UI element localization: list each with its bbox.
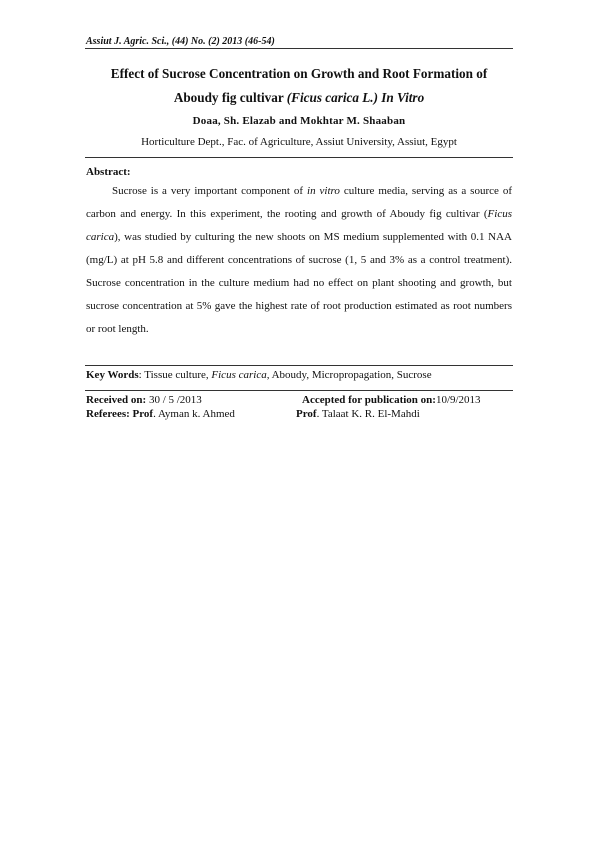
accepted-label: Accepted for publication on:	[302, 394, 436, 406]
paper-title-line-2	[85, 86, 513, 110]
keywords-label: Key Words	[86, 369, 139, 381]
keywords-line	[86, 369, 512, 381]
referee-1-prefix: Prof	[129, 408, 154, 420]
paper-title-line-1: Effect of Sucrose Concentration on Growth and Root Formation of	[110, 66, 488, 81]
referees-label: Referees:	[86, 408, 130, 420]
referee-2-name: . Talaat K. R. El-Mahdi	[316, 408, 420, 420]
abstract-text-3: ), was studied by culturing the new shoots on MS medium supplemented with 0.1 NAA (mg/L) at pH 5.8 and different concentrations of sucrose (1, 5 and 3% as a control treatment). Sucrose concentration in the culture medium had no effect on plant shooting and growth, but sucrose concentration at 5% gave the highest rate of root production estimated as root numbers or root length.	[86, 231, 512, 335]
abstract-text-1: Sucrose is a very important component of	[112, 185, 308, 197]
dates-row	[86, 394, 514, 406]
keywords-text-2: Aboudy, Micropropagation, Sucrose	[269, 369, 432, 381]
referee-2-prefix: Prof	[296, 408, 317, 420]
accepted-value: 10/9/2013	[435, 394, 481, 406]
referee-group-2	[296, 408, 420, 420]
journal-reference: Assiut J. Agric. Sci., (44) No. (2) 2013 (46-54)	[86, 36, 275, 47]
abstract-text-2: culture media, serving as a source of carbon and energy. In this experiment, the rooting and growth of Aboudy fig cultivar (	[86, 185, 512, 220]
accepted-group	[302, 394, 481, 406]
referees-row	[86, 408, 514, 420]
keywords-top-rule	[85, 365, 513, 366]
keywords-text-1: Tissue culture,	[144, 369, 212, 381]
title-italic-text: (Ficus carica L.) In Vitro	[286, 90, 425, 105]
abstract-italic-2: Ficus carica	[86, 208, 512, 243]
abstract-heading: Abstract:	[86, 166, 131, 178]
referee-group-1	[86, 408, 235, 420]
header-rule	[85, 48, 513, 49]
title-plain-text: Aboudy fig cultivar	[173, 90, 287, 105]
abstract-body	[86, 180, 512, 341]
abstract-italic-1: in vitro	[307, 185, 340, 197]
referee-1-name: . Ayman k. Ahmed	[153, 408, 235, 420]
keywords-bottom-rule	[85, 390, 513, 391]
received-label: Received on:	[86, 394, 147, 406]
keywords-italic: Ficus carica,	[211, 369, 270, 381]
received-value: 30 / 5 /2013	[146, 394, 202, 406]
keywords-separator: :	[138, 369, 145, 381]
affiliation: Horticulture Dept., Fac. of Agriculture, Assiut University, Assiut, Egypt	[141, 136, 457, 148]
authors: Doaa, Sh. Elazab and Mokhtar M. Shaaban	[192, 115, 406, 127]
received-group	[86, 394, 202, 406]
abstract-top-rule	[85, 157, 513, 158]
